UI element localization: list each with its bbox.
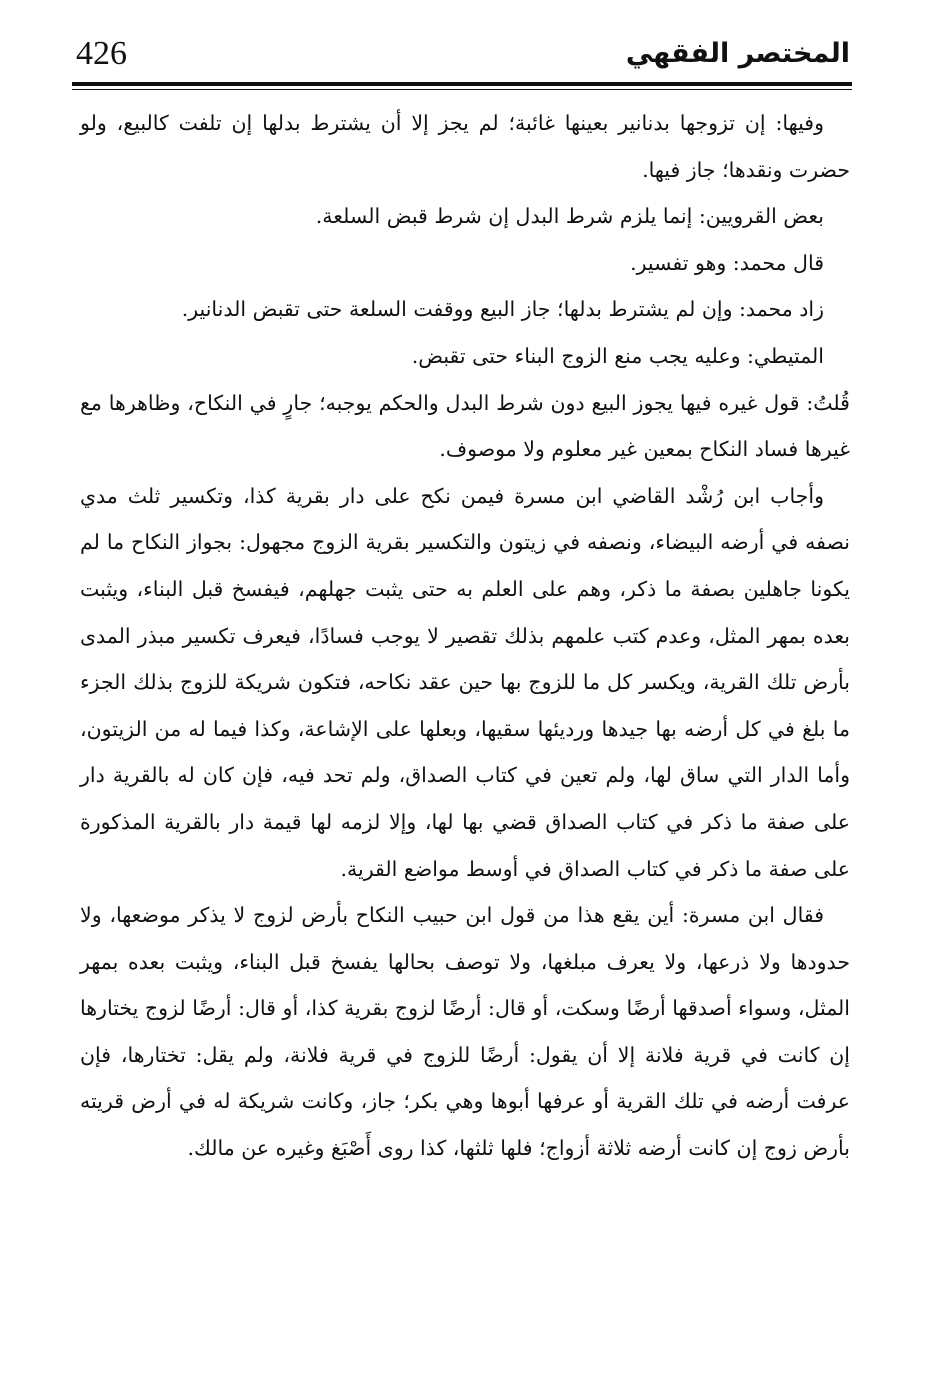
header-rule-thin (72, 89, 852, 90)
page-header (72, 22, 852, 82)
paragraph: المتيطي: وعليه يجب منع الزوج البناء حتى تقبض. (411, 343, 824, 368)
paragraph: وأجاب ابن رُشْد القاضي ابن مسرة فيمن نكح على دار بقرية كذا، وتكسير ثلث مدي نصفه في أرضه البيضاء، ونصفه في زيتون والتكسير بقرية الزوج مجهول: بجواز النكاح ما لم يكونا جاهلين بصفة ما ذكر، وهم على العلم به حتى يثبت جهلهم، فيفسخ قبل البناء، ويثبت بعده بمهر المثل، وعدم كتب علمهم بذلك تقصير لا يوجب فسادًا، فيعرف تكسير مبذر المدى بأرض تلك القرية، ويكسر كل ما للزوج بها حين عقد نكاحه، فتكون شريكة للزوج بذلك الجزء ما بلغ في كل أرضه بها جيدها ورديئها سقيها، وبعلها على الإشاعة، وكذا فيما له من الزيتون، وأما الدار التي ساق لها، ولم تعين في كتاب الصداق، ولم تحد فيه، فإن كان له بالقرية دار على صفة ما ذكر في كتاب الصداق قضي بها لها، وإلا لزمه لها قيمة دار بالقرية المذكورة على صفة ما ذكر في كتاب الصداق في أوسط مواضع القرية. (80, 483, 850, 881)
page-number: 426 (76, 35, 127, 72)
paragraph: فقال ابن مسرة: أين يقع هذا من قول ابن حبيب النكاح بأرض لزوج لا يذكر موضعها، ولا حدودها ولا ذرعها، ولا يعرف مبلغها، ولا توصف بحالها يفسخ قبل البناء، ويثبت بعده بمهر المثل، وسواء أصدقها أرضًا وسكت، أو قال: أرضًا لزوج بقرية كذا، أو قال: أرضًا لزوج يختارها إن كانت في قرية فلانة إلا أن يقول: أرضًا للزوج في قرية فلانة، ولم يقل: تختارها، فإن عرفت أرضه في تلك القرية أو عرفها أبوها وهي بكر؛ جاز، وكانت شريكة له في أرض قريته بأرض زوج إن كانت أرضه ثلاثة أزواج؛ فلها ثلثها، كذا روى أَصْبَغ وغيره عن مالك. (80, 903, 850, 1161)
paragraph: قُلتُ: قول غيره فيها يجوز البيع دون شرط البدل والحكم يوجبه؛ جارٍ في النكاح، وظاهرها مع غيرها فساد النكاح بمعين غير معلوم ولا موصوف. (80, 390, 850, 462)
paragraph: بعض القرويين: إنما يلزم شرط البدل إن شرط قبض السلعة. (315, 204, 824, 229)
paragraph: زاد محمد: وإن لم يشترط بدلها؛ جاز البيع ووقفت السلعة حتى تقبض الدنانير. (181, 297, 824, 322)
paragraph: وفيها: إن تزوجها بدنانير بعينها غائبة؛ لم يجز إلا أن يشترط بدلها إن تلفت كالبيع، ولو حضرت ونقدها؛ جاز فيها. (80, 111, 850, 182)
header-rule-thick (72, 82, 852, 86)
paragraph: قال محمد: وهو تفسير. (630, 250, 824, 275)
body-text (80, 100, 850, 1172)
running-title: المختصر الفقهي (625, 38, 850, 69)
